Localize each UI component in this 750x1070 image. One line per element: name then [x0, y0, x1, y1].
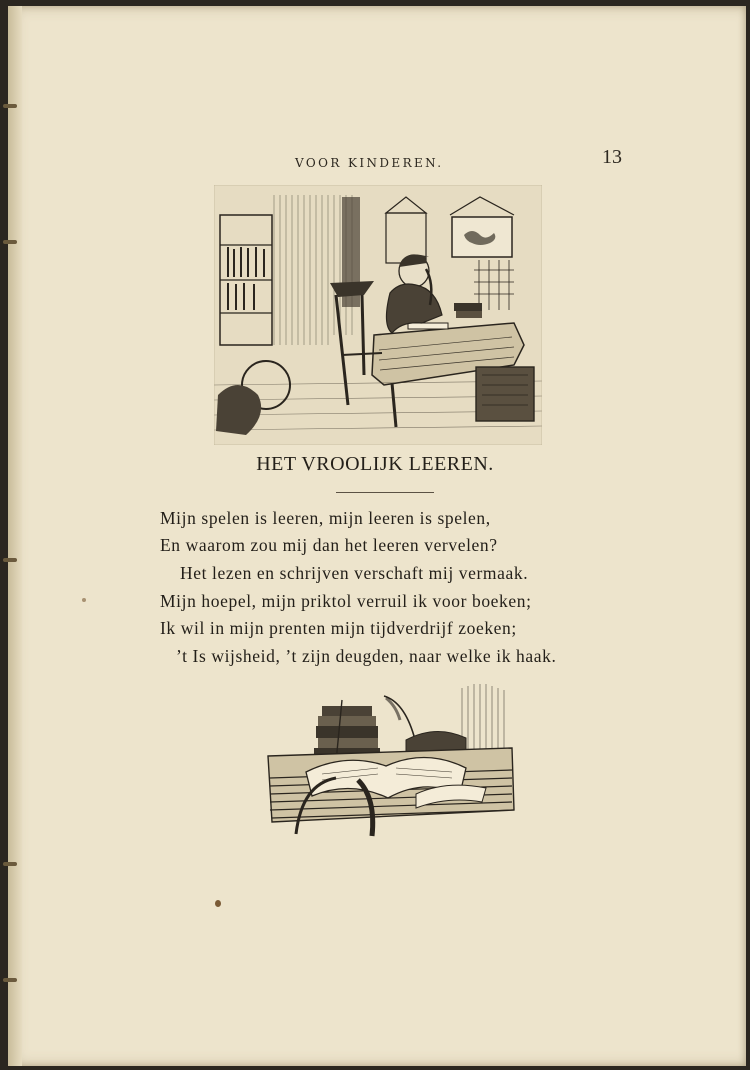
title-divider [336, 492, 434, 493]
binding-stitch [3, 978, 17, 982]
binding-stitch [3, 240, 17, 244]
poem-title: HET VROOLIJK LEEREN. [256, 453, 494, 475]
running-head: VOOR KINDEREN. [295, 156, 444, 170]
poem-line: Mijn spelen is leeren, mijn leeren is spelen, [160, 508, 491, 528]
paper-stain [215, 900, 221, 907]
poem-line: Ik wil in mijn prenten mijn tijdverdrijf zoeken; [160, 618, 517, 638]
page-gutter [8, 6, 22, 1066]
poem-line: ’t Is wijsheid, ’t zijn deugden, naar welke ik haak. [176, 646, 557, 666]
poem-line: Het lezen en schrijven verschaft mij vermaak. [180, 563, 529, 583]
poem-line: En waarom zou mij dan het leeren vervelen? [160, 535, 498, 555]
boy-reading-illustration [214, 185, 542, 445]
binding-stitch [3, 104, 17, 108]
binding-stitch [3, 558, 17, 562]
books-illustration [266, 682, 516, 842]
poem-line: Mijn hoepel, mijn priktol verruil ik voor boeken; [160, 591, 532, 611]
paper-stain [82, 598, 86, 602]
page-number: 13 [602, 146, 622, 168]
binding-stitch [3, 862, 17, 866]
